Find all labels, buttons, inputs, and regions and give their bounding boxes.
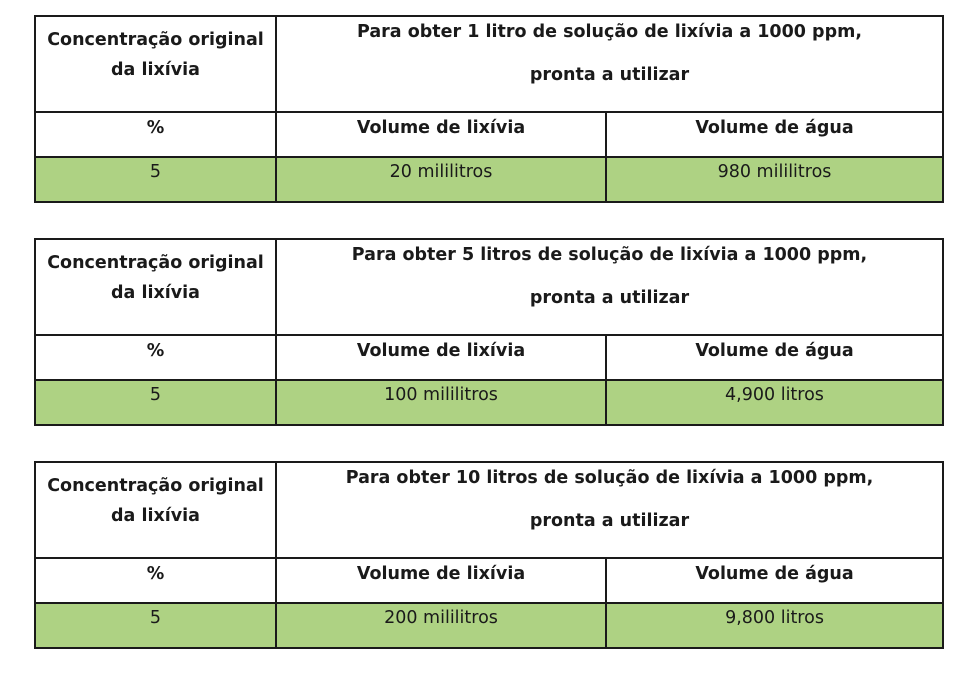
table-title-line1: Para obter 1 litro de solução de lixívia a 1000 ppm,: [357, 22, 862, 42]
bleach-volume-column-header: Volume de lixívia: [276, 558, 606, 603]
bleach-volume-value: 100 mililitros: [276, 380, 606, 425]
percent-column-header: %: [35, 112, 276, 157]
table-row: [35, 380, 943, 425]
table-header-row: [35, 239, 943, 335]
table-title-line2: pronta a utilizar: [529, 65, 690, 85]
water-volume-column-header: Volume de água: [606, 558, 943, 603]
column-header-row: [35, 558, 943, 603]
column-header-row: [35, 335, 943, 380]
percent-value: 5: [35, 380, 276, 425]
concentration-header-line2: da lixívia: [111, 283, 200, 303]
bleach-volume-value: 20 mililitros: [276, 157, 606, 202]
table-title-line2: pronta a utilizar: [529, 288, 690, 308]
percent-value: 5: [35, 603, 276, 648]
percent-value: 5: [35, 157, 276, 202]
table-header-row: [35, 462, 943, 558]
water-volume-value: 4,900 litros: [606, 380, 943, 425]
table-title-line2: pronta a utilizar: [529, 511, 690, 531]
concentration-header-line1: Concentração original: [47, 30, 264, 50]
table-title-cell: [276, 239, 943, 335]
concentration-header-line1: Concentração original: [47, 476, 264, 496]
concentration-header-line2: da lixívia: [111, 60, 200, 80]
bleach-volume-value: 200 mililitros: [276, 603, 606, 648]
table-title-cell: [276, 16, 943, 112]
table-row: [35, 157, 943, 202]
dilution-table-10-litres: [34, 461, 944, 649]
bleach-volume-column-header: Volume de lixívia: [276, 335, 606, 380]
concentration-header-cell: [35, 462, 276, 558]
table-row: [35, 603, 943, 648]
concentration-header-cell: [35, 16, 276, 112]
percent-column-header: %: [35, 558, 276, 603]
water-volume-value: 980 mililitros: [606, 157, 943, 202]
concentration-header-cell: [35, 239, 276, 335]
table-header-row: [35, 16, 943, 112]
water-volume-column-header: Volume de água: [606, 112, 943, 157]
concentration-header-line2: da lixívia: [111, 506, 200, 526]
water-volume-value: 9,800 litros: [606, 603, 943, 648]
percent-column-header: %: [35, 335, 276, 380]
table-title-cell: [276, 462, 943, 558]
column-header-row: [35, 112, 943, 157]
water-volume-column-header: Volume de água: [606, 335, 943, 380]
dilution-table-1-litre: [34, 15, 944, 203]
bleach-volume-column-header: Volume de lixívia: [276, 112, 606, 157]
table-title-line1: Para obter 10 litros de solução de lixívia a 1000 ppm,: [345, 468, 874, 488]
table-title-line1: Para obter 5 litros de solução de lixívia a 1000 ppm,: [351, 245, 868, 265]
concentration-header-line1: Concentração original: [47, 253, 264, 273]
dilution-table-5-litres: [34, 238, 944, 426]
